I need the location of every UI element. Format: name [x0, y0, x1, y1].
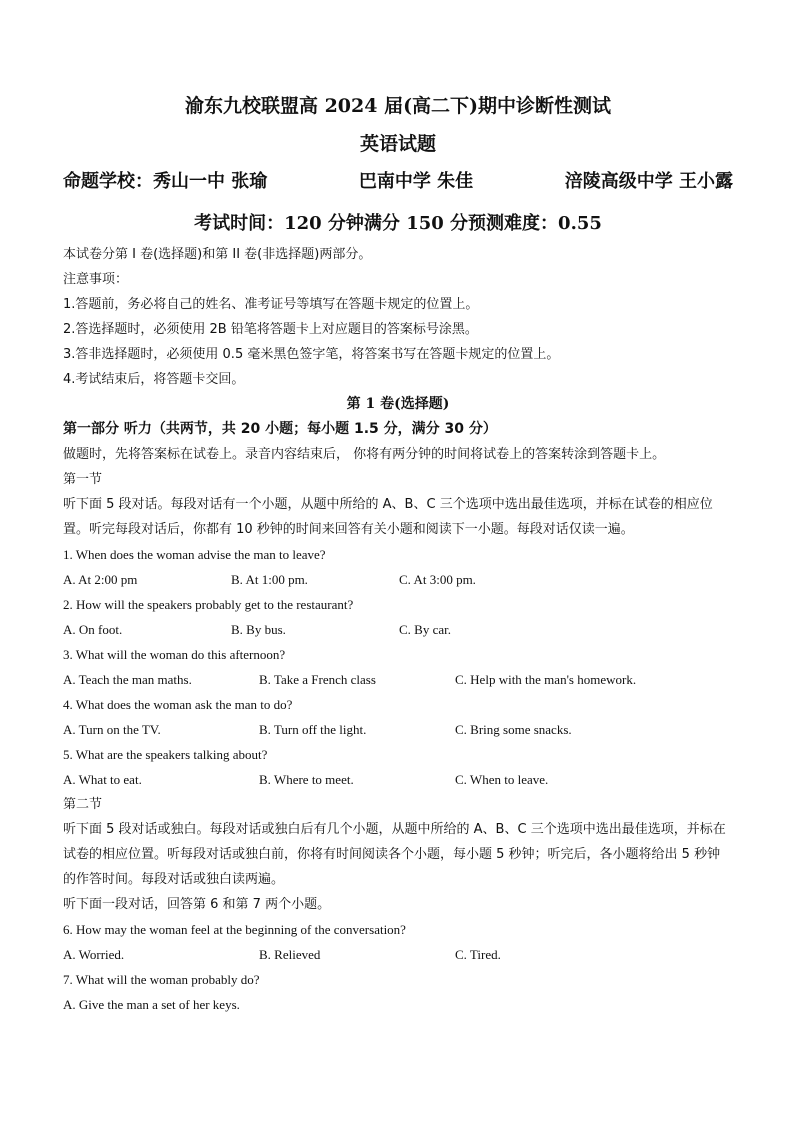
- question-options: [63, 942, 733, 967]
- notes-title: 注意事项：: [63, 272, 129, 287]
- option-a: A. At 2:00 pm: [63, 572, 138, 587]
- section1-instructions: 听下面 5 段对话。每段对话有一个小题，从题中所给的 A、B、C 三个选项中选出最佳选项，并标在试卷的相应位置。听完每段对话后，你都有 10 秒钟的时间来回答有关小题和阅读下一小题。每段对话仅读一遍。: [63, 497, 713, 537]
- note-item: 4.考试结束后，将答题卡交回。: [63, 372, 245, 387]
- option-a: A. Teach the man maths.: [63, 672, 192, 687]
- exam-info: 考试时间：120 分钟满分 150 分预测难度：0.55: [194, 213, 602, 234]
- section1-title: 第一节: [63, 472, 103, 487]
- question-text: 1. When does the woman advise the man to leave?: [63, 547, 326, 562]
- volume-title: 第 1 卷(选择题): [346, 396, 450, 412]
- option-a: A. Worried.: [63, 947, 125, 962]
- option-a: A. What to eat.: [63, 772, 142, 787]
- question-options: [63, 667, 733, 692]
- section2-subinstruction: 听下面一段对话，回答第 6 和第 7 两个小题。: [63, 897, 331, 912]
- option-b: B. Relieved: [259, 947, 321, 962]
- intro-block: [63, 242, 733, 392]
- question-7: [63, 967, 733, 1017]
- authors-line: [63, 168, 733, 196]
- author-3: 涪陵高级中学 王小露: [564, 171, 733, 192]
- note-item: 1.答题前，务必将自己的姓名、准考证号等填写在答题卡规定的位置上。: [63, 297, 479, 312]
- question-options: [63, 767, 733, 792]
- option-a: A. On foot.: [63, 622, 123, 637]
- author-2: 巴南中学 朱佳: [358, 171, 474, 192]
- note-item: 2.答选择题时，必须使用 2B 铅笔将答题卡上对应题目的答案标号涂黑。: [63, 322, 478, 337]
- question-6: [63, 917, 733, 967]
- exam-page: [63, 90, 733, 1017]
- question-text: 7. What will the woman probably do?: [63, 972, 260, 987]
- question-options: [63, 567, 733, 592]
- question-text: 2. How will the speakers probably get to the restaurant?: [63, 597, 354, 612]
- question-options: [63, 717, 733, 742]
- section2-instructions: 听下面 5 段对话或独白。每段对话或独白后有几个小题，从题中所给的 A、B、C 三个选项中选出最佳选项，并标在试卷的相应位置。听每段对话或独白前，你将有时间阅读各个小题，每小题 5 秒钟；听完后，各小题将给出 5 秒钟的作答时间。每段对话或独白读两遍。: [63, 822, 726, 887]
- option-b: B. Where to meet.: [259, 772, 354, 787]
- note-item: 3.答非选择题时，必须使用 0.5 毫米黑色签字笔，将答案书写在答题卡规定的位置上。: [63, 347, 560, 362]
- option-a: A. Give the man a set of her keys.: [63, 997, 240, 1012]
- option-c: C. By car.: [399, 622, 451, 637]
- part1-instructions: 做题时，先将答案标在试卷上。录音内容结束后， 你将有两分钟的时间将试卷上的答案转涂到答题卡上。: [63, 447, 666, 462]
- option-b: B. By bus.: [231, 622, 286, 637]
- exam-title: 渝东九校联盟高 2024 届(高二下)期中诊断性测试: [184, 95, 612, 117]
- exam-subtitle: 英语试题: [359, 133, 436, 155]
- question-1: [63, 542, 733, 592]
- question-4: [63, 692, 733, 742]
- question-options: [63, 617, 733, 642]
- section2-title: 第二节: [63, 797, 103, 812]
- option-c: C. When to leave.: [455, 772, 549, 787]
- option-b: B. Take a French class: [259, 672, 376, 687]
- question-text: 4. What does the woman ask the man to do?: [63, 697, 293, 712]
- option-c: C. Tired.: [455, 947, 501, 962]
- question-options: [63, 992, 733, 1017]
- option-c: C. At 3:00 pm.: [399, 572, 476, 587]
- option-a: A. Turn on the TV.: [63, 722, 161, 737]
- question-3: [63, 642, 733, 692]
- intro-line: 本试卷分第 I 卷(选择题)和第 II 卷(非选择题)两部分。: [63, 247, 372, 262]
- part1-heading: 第一部分 听力（共两节，共 20 小题；每小题 1.5 分，满分 30 分）: [63, 421, 497, 437]
- option-b: B. At 1:00 pm.: [231, 572, 308, 587]
- option-c: C. Bring some snacks.: [455, 722, 572, 737]
- question-text: 5. What are the speakers talking about?: [63, 747, 268, 762]
- question-text: 3. What will the woman do this afternoon?: [63, 647, 286, 662]
- option-c: C. Help with the man's homework.: [455, 672, 637, 687]
- question-5: [63, 742, 733, 792]
- question-2: [63, 592, 733, 642]
- author-1: 命题学校：秀山一中 张瑜: [63, 171, 268, 192]
- question-text: 6. How may the woman feel at the beginning of the conversation?: [63, 922, 406, 937]
- option-b: B. Turn off the light.: [259, 722, 367, 737]
